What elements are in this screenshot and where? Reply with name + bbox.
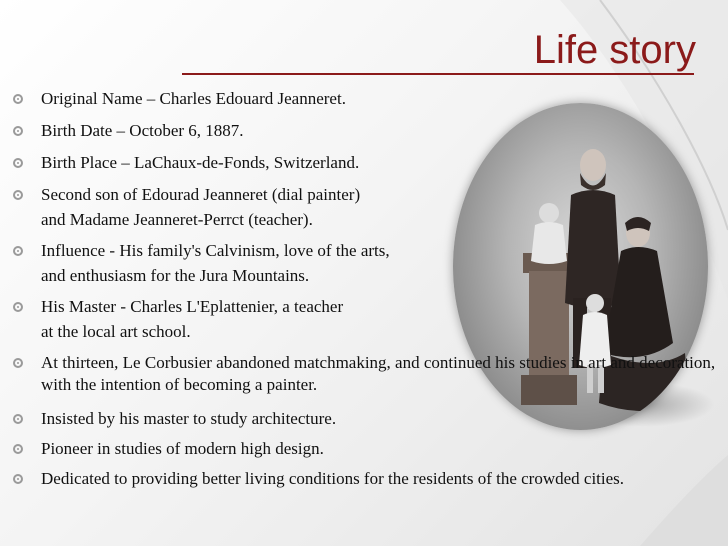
slide-title: Life story	[533, 28, 696, 72]
bullet-text: Original Name – Charles Edouard Jeanneret.	[41, 89, 346, 108]
ring-bullet-icon	[13, 414, 23, 424]
title-underline	[182, 73, 694, 75]
bullet-text: Birth Date – October 6, 1887.	[41, 121, 244, 140]
ring-bullet-icon	[13, 158, 23, 168]
ring-bullet-icon	[13, 444, 23, 454]
bullet-text: Second son of Edourad Jeanneret (dial painter)	[41, 185, 361, 204]
bullet-continuation: and Madame Jeanneret-Perrct (teacher).	[41, 210, 313, 229]
bullet-text: Influence - His family's Calvinism, love of the arts,	[41, 241, 390, 260]
bullet-text: At thirteen, Le Corbusier abandoned matchmaking, and continued his studies in art and decoration, with the intention of becoming a painter.	[41, 353, 716, 394]
bullet-text: Insisted by his master to study architecture.	[41, 409, 337, 428]
bullet-continuation: at the local art school.	[41, 322, 191, 341]
bullet-text: Pioneer in studies of modern high design.	[41, 439, 324, 458]
bullet-text: Birth Place – LaChaux-de-Fonds, Switzerland.	[41, 153, 360, 172]
ring-bullet-icon	[13, 474, 23, 484]
ring-bullet-icon	[13, 126, 23, 136]
bullet-text: His Master - Charles L'Eplattenier, a teacher	[41, 297, 344, 316]
bullet-text: Dedicated to providing better living conditions for the residents of the crowded cities.	[41, 469, 625, 488]
bullet-continuation: and enthusiasm for the Jura Mountains.	[41, 266, 310, 285]
ring-bullet-icon	[13, 302, 23, 312]
ring-bullet-icon	[13, 190, 23, 200]
ring-bullet-icon	[13, 358, 23, 368]
ring-bullet-icon	[13, 246, 23, 256]
ring-bullet-icon	[13, 94, 23, 104]
